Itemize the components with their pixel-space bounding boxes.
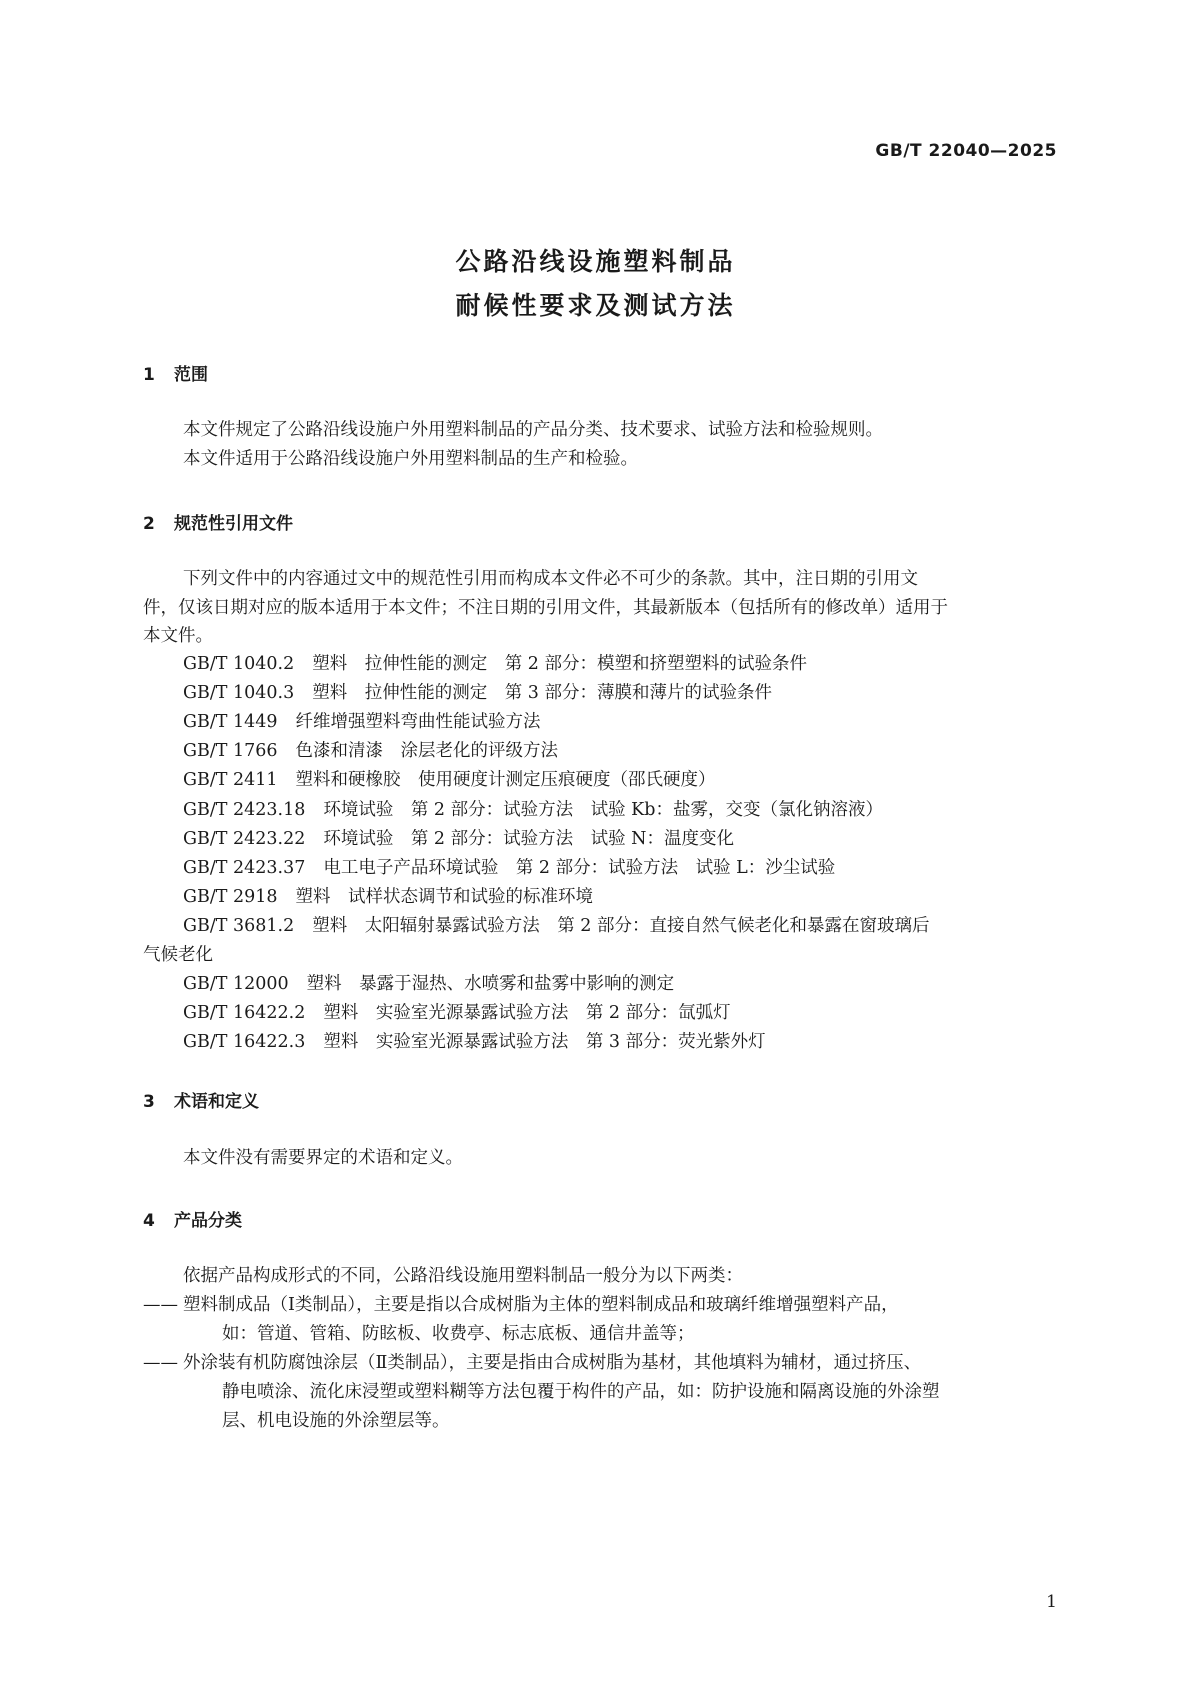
reference-item — [143, 1028, 1061, 1056]
reference-item — [143, 970, 1061, 998]
reference-item — [143, 708, 1061, 736]
title-line-1: 公路沿线设施塑料制品 — [455, 247, 736, 276]
section-number: 4 — [143, 1211, 155, 1231]
list-item-text: 外涂装有机防腐蚀涂层（Ⅱ类制品），主要是指由合成树脂为基材，其他填料为辅材，通过挤压、 — [183, 1353, 922, 1373]
section-title: 范围 — [174, 365, 208, 385]
reference-item — [143, 737, 1061, 765]
list-item-continuation: 静电喷涂、流化床浸塑或塑料糊等方法包覆于构件的产品，如：防护设施和隔离设施的外涂塑 — [222, 1382, 940, 1402]
reference-title: 塑料 实验室光源暴露试验方法 第 2 部分：氙弧灯 — [323, 1003, 731, 1023]
reference-title: 塑料 试样状态调节和试验的标准环境 — [295, 887, 594, 907]
reference-code: GB/T 1766 — [183, 741, 278, 761]
reference-title: 色漆和清漆 涂层老化的评级方法 — [295, 741, 559, 761]
section-title: 术语和定义 — [174, 1092, 259, 1112]
section-1-heading — [143, 360, 208, 385]
section-title: 规范性引用文件 — [174, 514, 293, 534]
paragraph: 本文件没有需要界定的术语和定义。 — [183, 1148, 463, 1168]
list-dash: —— — [143, 1295, 178, 1315]
paragraph-line: 本文件。 — [143, 626, 213, 646]
reference-item — [143, 679, 1061, 707]
list-item-continuation: 如：管道、管箱、防眩板、收费亭、标志底板、通信井盖等； — [222, 1324, 695, 1344]
reference-title: 环境试验 第 2 部分：试验方法 试验 N：温度变化 — [323, 829, 734, 849]
list-item — [143, 1291, 1061, 1319]
reference-code: GB/T 1040.2 — [183, 654, 295, 674]
reference-title: 塑料 实验室光源暴露试验方法 第 3 部分：荧光紫外灯 — [323, 1032, 766, 1052]
section-number: 3 — [143, 1092, 155, 1112]
section-number: 2 — [143, 514, 155, 534]
reference-code: GB/T 2423.18 — [183, 800, 306, 820]
section-title: 产品分类 — [174, 1211, 242, 1231]
list-item-text: 塑料制成品（Ⅰ类制品），主要是指以合成树脂为主体的塑料制成品和玻璃纤维增强塑料产品， — [183, 1295, 899, 1315]
section-3-heading — [143, 1087, 259, 1112]
reference-title: 塑料和硬橡胶 使用硬度计测定压痕硬度（邵氏硬度） — [295, 770, 716, 790]
section-2-heading — [143, 509, 293, 534]
page-number: 1 — [1046, 1592, 1057, 1612]
reference-title: 环境试验 第 2 部分：试验方法 试验 Kb：盐雾，交变（氯化钠溶液） — [323, 800, 883, 820]
paragraph: 本文件适用于公路沿线设施户外用塑料制品的生产和检验。 — [183, 449, 638, 469]
list-item-continuation: 层、机电设施的外涂塑层等。 — [222, 1411, 450, 1431]
reference-title: 塑料 拉伸性能的测定 第 2 部分：模塑和挤塑塑料的试验条件 — [312, 654, 807, 674]
reference-code: GB/T 2918 — [183, 887, 278, 907]
paragraph: 依据产品构成形式的不同，公路沿线设施用塑料制品一般分为以下两类： — [183, 1266, 743, 1286]
reference-code: GB/T 1040.3 — [183, 683, 295, 703]
reference-item — [143, 650, 1061, 678]
reference-title: 纤维增强塑料弯曲性能试验方法 — [295, 712, 541, 732]
reference-item — [143, 912, 1061, 940]
reference-title: 塑料 拉伸性能的测定 第 3 部分：薄膜和薄片的试验条件 — [312, 683, 772, 703]
paragraph: 本文件规定了公路沿线设施户外用塑料制品的产品分类、技术要求、试验方法和检验规则。 — [183, 420, 883, 440]
reference-item — [143, 999, 1061, 1027]
reference-title: 塑料 太阳辐射暴露试验方法 第 2 部分：直接自然气候老化和暴露在窗玻璃后 — [312, 916, 930, 936]
title-line-2: 耐候性要求及测试方法 — [455, 291, 736, 320]
reference-code: GB/T 16422.3 — [183, 1032, 306, 1052]
reference-code: GB/T 3681.2 — [183, 916, 295, 936]
reference-code: GB/T 1449 — [183, 712, 278, 732]
reference-code: GB/T 2423.37 — [183, 858, 306, 878]
reference-continuation: 气候老化 — [143, 945, 213, 965]
list-dash: —— — [143, 1353, 178, 1373]
reference-item — [143, 854, 1061, 882]
reference-title: 电工电子产品环境试验 第 2 部分：试验方法 试验 L：沙尘试验 — [323, 858, 836, 878]
section-4-heading — [143, 1206, 242, 1231]
reference-item — [143, 796, 1061, 824]
section-number: 1 — [143, 365, 155, 385]
reference-code: GB/T 2411 — [183, 770, 278, 790]
reference-code: GB/T 12000 — [183, 974, 289, 994]
reference-item — [143, 883, 1061, 911]
reference-item — [143, 825, 1061, 853]
document-title — [0, 240, 1191, 328]
reference-code: GB/T 2423.22 — [183, 829, 306, 849]
standard-number: GB/T 22040—2025 — [875, 141, 1057, 161]
list-item — [143, 1349, 1061, 1377]
reference-item — [143, 766, 1061, 794]
paragraph-line: 件，仅该日期对应的版本适用于本文件；不注日期的引用文件，其最新版本（包括所有的修改单）适用于 — [143, 598, 948, 618]
reference-code: GB/T 16422.2 — [183, 1003, 306, 1023]
paragraph-line: 下列文件中的内容通过文中的规范性引用而构成本文件必不可少的条款。其中，注日期的引用文 — [183, 569, 918, 589]
reference-title: 塑料 暴露于湿热、水喷雾和盐雾中影响的测定 — [306, 974, 675, 994]
